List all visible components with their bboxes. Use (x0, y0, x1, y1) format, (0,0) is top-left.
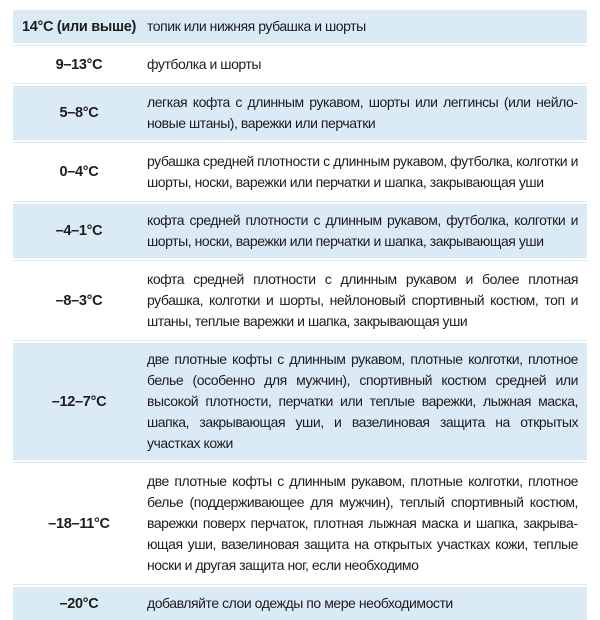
temperature-range: –4–1°C (55, 223, 103, 239)
temperature-range: –20°C (59, 595, 99, 612)
temperature-range: 0–4°C (59, 164, 99, 180)
clothing-description: кофта средней плотности с длинным рукавом и более плотная рубашка, колготки и шорты, нейлоновый спортивный костюм, топ и штаны, теплые варежки и шапка, закрывающая уши (147, 271, 578, 329)
temperature-range: 5–8°C (59, 105, 99, 121)
clothing-description: топик или нижняя рубашка и шорты (147, 18, 366, 34)
row-separator (13, 460, 587, 465)
row-separator (13, 582, 587, 587)
temperature-range: –18–11°C (48, 515, 110, 532)
table-row (13, 263, 587, 338)
temperature-range: –8–3°C (55, 292, 103, 309)
row-separator (13, 258, 587, 263)
table-row (13, 86, 587, 140)
table-row (13, 48, 587, 81)
table-row (13, 204, 587, 258)
clothing-description: кофта средней плотности с длинным рукавом, футболка, колготки и шорты, носки, варежки или перчатки и шапка, закрывающая уши (147, 212, 578, 249)
table-row (13, 145, 587, 199)
table-row (13, 10, 587, 43)
temperature-range: 14°C (или выше) (21, 18, 137, 35)
clothing-description: легкая кофта с длинным рукавом, шорты или леггинсы (или нейлоновые штаны), варежки или перчатки (147, 94, 578, 131)
temperature-range: 9–13°C (55, 56, 103, 73)
row-separator (13, 81, 587, 86)
clothing-description: рубашка средней плотности с длинным рукавом, футболка, колготки и шорты, носки, варежки или перчатки и шапка, закрывающая уши (147, 153, 578, 190)
row-separator (13, 338, 587, 343)
temperature-range: –12–7°C (51, 393, 107, 410)
table-row (13, 465, 587, 582)
clothing-description: добавляйте слои одежды по мере необходимости (147, 595, 453, 611)
table-row (13, 343, 587, 460)
clothing-description: две плотные кофты с длинным рукавом, плотные колготки, плотное белье (особенно для мужчин), спортивный костюм средней или высокой плотности, перчатки или теплые варежки, лыжная маска, шапка, закрывающая уши, и вазелиновая защита на открытых участках кожи (147, 351, 578, 451)
row-separator (13, 199, 587, 204)
clothing-description: две плотные кофты с длинным рукавом, плотные колготки, плотное белье (поддерживающее для мужчин), теплый спортивный костюм, варежки поверх перчаток, плотная лыжная маска и шапка, закрывающая уши, вазелиновая защита на открытых участках кожи, теплые носки и другая защита ног, если необходимо (147, 473, 578, 573)
clothing-description: футболка и шорты (147, 56, 262, 72)
row-separator (13, 140, 587, 145)
row-separator (13, 43, 587, 48)
table-row (13, 587, 587, 620)
